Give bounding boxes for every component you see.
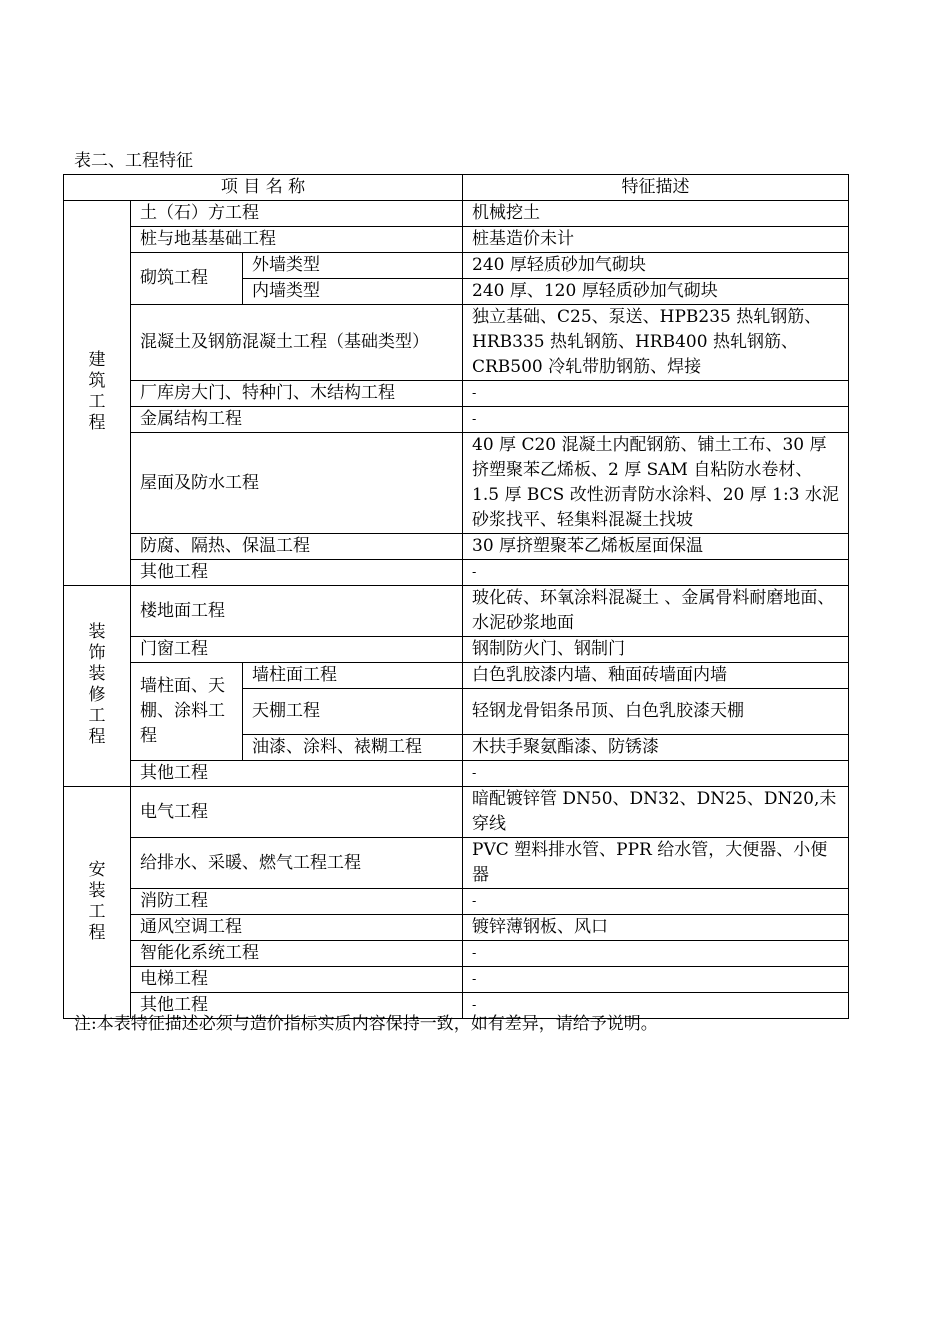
item-desc: 240 厚轻质砂加气砌块 (463, 253, 849, 279)
item-desc: - (463, 381, 849, 407)
table-row (64, 201, 849, 227)
item-name: 门窗工程 (131, 637, 463, 663)
subitem-name: 外墙类型 (243, 253, 463, 279)
group-name: 墙柱面、天棚、涂料工程 (131, 663, 243, 761)
table-row (64, 889, 849, 915)
table-row (64, 433, 849, 534)
table-row (64, 915, 849, 941)
subitem-name: 墙柱面工程 (243, 663, 463, 689)
item-name: 防腐、隔热、保温工程 (131, 534, 463, 560)
table-row (64, 381, 849, 407)
table-row (64, 560, 849, 586)
item-desc: 独立基础、C25、泵送、HPB235 热轧钢筋、HRB335 热轧钢筋、HRB400 热轧钢筋、CRB500 冷轧带肋钢筋、焊接 (463, 305, 849, 381)
table-row (64, 787, 849, 838)
header-item-name: 项 目 名 称 (64, 175, 463, 201)
category-building: 建筑工程 (64, 201, 131, 586)
item-name: 其他工程 (131, 993, 463, 1019)
category-decoration: 装饰装修工程 (64, 586, 131, 787)
item-desc: 240 厚、120 厚轻质砂加气砌块 (463, 279, 849, 305)
item-name: 电梯工程 (131, 967, 463, 993)
item-name: 屋面及防水工程 (131, 433, 463, 534)
item-desc: - (463, 941, 849, 967)
table-row (64, 967, 849, 993)
item-desc: 40 厚 C20 混凝土内配钢筋、铺土工布、30 厚挤塑聚苯乙烯板、2 厚 SAM 自粘防水卷材、1.5 厚 BCS 改性沥青防水涂料、20 厚 1:3 水泥砂浆找平、轻集料混凝土找坡 (463, 433, 849, 534)
item-desc: 30 厚挤塑聚苯乙烯板屋面保温 (463, 534, 849, 560)
item-name: 电气工程 (131, 787, 463, 838)
table-row (64, 586, 849, 637)
item-desc: PVC 塑料排水管、PPR 给水管，大便器、小便器 (463, 838, 849, 889)
item-desc: - (463, 889, 849, 915)
table-row (64, 534, 849, 560)
subitem-name: 天棚工程 (243, 689, 463, 735)
item-name: 其他工程 (131, 761, 463, 787)
table-row (64, 761, 849, 787)
item-desc: 暗配镀锌管 DN50、DN32、DN25、DN20,未穿线 (463, 787, 849, 838)
item-name: 楼地面工程 (131, 586, 463, 637)
table-row (64, 227, 849, 253)
engineering-features-table (63, 174, 849, 1019)
item-desc: 桩基造价未计 (463, 227, 849, 253)
item-name: 其他工程 (131, 560, 463, 586)
table-caption: 表二、工程特征 (74, 151, 193, 171)
item-desc: 机械挖土 (463, 201, 849, 227)
table-row (64, 838, 849, 889)
item-desc: 白色乳胶漆内墙、釉面砖墙面内墙 (463, 663, 849, 689)
table-row (64, 637, 849, 663)
header-description: 特征描述 (463, 175, 849, 201)
table-row (64, 941, 849, 967)
item-name: 混凝土及钢筋混凝土工程（基础类型） (131, 305, 463, 381)
item-desc: - (463, 407, 849, 433)
item-name: 金属结构工程 (131, 407, 463, 433)
table-row (64, 407, 849, 433)
item-desc: - (463, 761, 849, 787)
group-name: 砌筑工程 (131, 253, 243, 305)
item-name: 智能化系统工程 (131, 941, 463, 967)
item-desc: 玻化砖、环氧涂料混凝土 、金属骨料耐磨地面、水泥砂浆地面 (463, 586, 849, 637)
item-name: 桩与地基基础工程 (131, 227, 463, 253)
item-desc: - (463, 560, 849, 586)
item-desc: 木扶手聚氨酯漆、防锈漆 (463, 735, 849, 761)
table-row (64, 253, 849, 279)
table-row (64, 663, 849, 689)
item-desc: 轻钢龙骨铝条吊顶、白色乳胶漆天棚 (463, 689, 849, 735)
item-desc: 钢制防火门、钢制门 (463, 637, 849, 663)
footnote: 注:本表特征描述必须与造价指标实质内容保持一致，如有差异，请给予说明。 (74, 1014, 658, 1034)
category-installation: 安装工程 (64, 787, 131, 1019)
item-desc: - (463, 967, 849, 993)
table-row (64, 305, 849, 381)
subitem-name: 油漆、涂料、裱糊工程 (243, 735, 463, 761)
table-header-row (64, 175, 849, 201)
item-name: 土（石）方工程 (131, 201, 463, 227)
item-name: 消防工程 (131, 889, 463, 915)
item-desc: 镀锌薄钢板、风口 (463, 915, 849, 941)
item-desc: - (463, 993, 849, 1019)
subitem-name: 内墙类型 (243, 279, 463, 305)
item-name: 给排水、采暖、燃气工程工程 (131, 838, 463, 889)
item-name: 通风空调工程 (131, 915, 463, 941)
item-name: 厂库房大门、特种门、木结构工程 (131, 381, 463, 407)
